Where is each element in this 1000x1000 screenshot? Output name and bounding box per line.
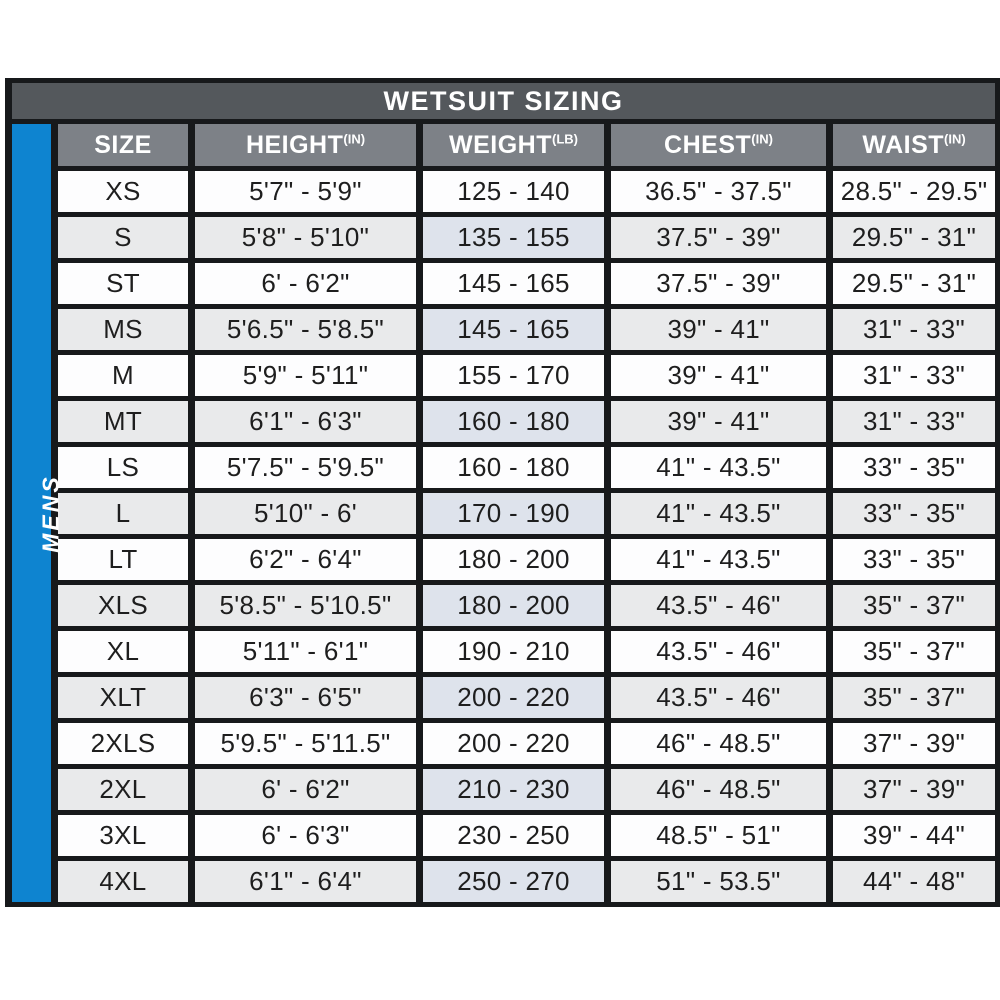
cell-height: 6' - 6'2" bbox=[192, 261, 420, 307]
cell-height: 5'11" - 6'1" bbox=[192, 629, 420, 675]
cell-waist: 31" - 33" bbox=[830, 307, 999, 353]
table-row bbox=[9, 675, 999, 721]
cell-weight: 210 - 230 bbox=[420, 767, 608, 813]
cell-size: XLT bbox=[55, 675, 192, 721]
cell-size: MS bbox=[55, 307, 192, 353]
cell-height: 5'10" - 6' bbox=[192, 491, 420, 537]
cell-chest: 46" - 48.5" bbox=[608, 721, 830, 767]
header-label: CHEST bbox=[664, 130, 752, 159]
cell-size: XLS bbox=[55, 583, 192, 629]
cell-weight: 200 - 220 bbox=[420, 675, 608, 721]
cell-chest: 51" - 53.5" bbox=[608, 859, 830, 905]
cell-chest: 37.5" - 39" bbox=[608, 215, 830, 261]
cell-height: 6'1" - 6'3" bbox=[192, 399, 420, 445]
cell-height: 6'3" - 6'5" bbox=[192, 675, 420, 721]
table-row bbox=[9, 445, 999, 491]
header-label: HEIGHT bbox=[245, 130, 344, 159]
cell-size: XS bbox=[55, 169, 192, 215]
cell-weight: 160 - 180 bbox=[420, 445, 608, 491]
mens-sidebar bbox=[9, 122, 64, 905]
cell-height: 5'8" - 5'10" bbox=[192, 215, 420, 261]
cell-waist: 44" - 48" bbox=[830, 859, 999, 905]
cell-chest: 43.5" - 46" bbox=[608, 629, 830, 675]
header-label: SIZE bbox=[94, 130, 152, 159]
cell-chest: 41" - 43.5" bbox=[608, 445, 830, 491]
cell-size: MT bbox=[55, 399, 192, 445]
table-row bbox=[9, 399, 999, 445]
header-unit: (IN) bbox=[343, 131, 366, 147]
chart-title: WETSUIT SIZING bbox=[9, 81, 999, 122]
sizing-table-body bbox=[9, 81, 999, 905]
table-row bbox=[9, 583, 999, 629]
cell-size: 2XLS bbox=[55, 721, 192, 767]
sizing-table bbox=[5, 78, 1000, 907]
cell-height: 5'9.5" - 5'11.5" bbox=[192, 721, 420, 767]
header-row bbox=[9, 122, 999, 169]
table-row bbox=[9, 169, 999, 215]
cell-chest: 39" - 41" bbox=[608, 353, 830, 399]
cell-waist: 35" - 37" bbox=[830, 629, 999, 675]
table-row bbox=[9, 307, 999, 353]
table-row bbox=[9, 813, 999, 859]
cell-chest: 43.5" - 46" bbox=[608, 675, 830, 721]
table-row bbox=[9, 353, 999, 399]
cell-chest: 41" - 43.5" bbox=[608, 537, 830, 583]
header-label: WEIGHT bbox=[449, 130, 552, 159]
cell-height: 5'7.5" - 5'9.5" bbox=[192, 445, 420, 491]
cell-height: 6'2" - 6'4" bbox=[192, 537, 420, 583]
cell-size: LT bbox=[55, 537, 192, 583]
cell-chest: 43.5" - 46" bbox=[608, 583, 830, 629]
cell-waist: 29.5" - 31" bbox=[830, 215, 999, 261]
cell-weight: 230 - 250 bbox=[420, 813, 608, 859]
cell-height: 6'1" - 6'4" bbox=[192, 859, 420, 905]
cell-waist: 35" - 37" bbox=[830, 583, 999, 629]
cell-height: 6' - 6'3" bbox=[192, 813, 420, 859]
cell-waist: 31" - 33" bbox=[830, 399, 999, 445]
cell-weight: 180 - 200 bbox=[420, 537, 608, 583]
table-row bbox=[9, 629, 999, 675]
cell-size: 2XL bbox=[55, 767, 192, 813]
cell-chest: 39" - 41" bbox=[608, 399, 830, 445]
column-header-waist bbox=[830, 122, 999, 169]
cell-size: S bbox=[55, 215, 192, 261]
cell-height: 5'6.5" - 5'8.5" bbox=[192, 307, 420, 353]
cell-waist: 35" - 37" bbox=[830, 675, 999, 721]
table-row bbox=[9, 721, 999, 767]
cell-chest: 36.5" - 37.5" bbox=[608, 169, 830, 215]
header-label: WAIST bbox=[862, 130, 945, 159]
cell-chest: 41" - 43.5" bbox=[608, 491, 830, 537]
cell-size: L bbox=[55, 491, 192, 537]
cell-chest: 39" - 41" bbox=[608, 307, 830, 353]
wetsuit-sizing-chart bbox=[5, 78, 995, 907]
cell-waist: 39" - 44" bbox=[830, 813, 999, 859]
table-row bbox=[9, 767, 999, 813]
header-unit: (LB) bbox=[552, 131, 578, 147]
title-row bbox=[9, 81, 999, 122]
cell-weight: 155 - 170 bbox=[420, 353, 608, 399]
cell-waist: 37" - 39" bbox=[830, 721, 999, 767]
column-header-height bbox=[192, 122, 420, 169]
cell-chest: 46" - 48.5" bbox=[608, 767, 830, 813]
column-header-size bbox=[55, 122, 192, 169]
cell-size: 4XL bbox=[55, 859, 192, 905]
cell-waist: 33" - 35" bbox=[830, 537, 999, 583]
cell-chest: 37.5" - 39" bbox=[608, 261, 830, 307]
cell-waist: 31" - 33" bbox=[830, 353, 999, 399]
cell-height: 5'9" - 5'11" bbox=[192, 353, 420, 399]
cell-waist: 29.5" - 31" bbox=[830, 261, 999, 307]
cell-waist: 33" - 35" bbox=[830, 445, 999, 491]
cell-size: 3XL bbox=[55, 813, 192, 859]
cell-weight: 200 - 220 bbox=[420, 721, 608, 767]
header-unit: (IN) bbox=[944, 131, 966, 147]
table-row bbox=[9, 215, 999, 261]
cell-weight: 145 - 165 bbox=[420, 307, 608, 353]
table-row bbox=[9, 537, 999, 583]
cell-size: LS bbox=[55, 445, 192, 491]
cell-waist: 28.5" - 29.5" bbox=[830, 169, 999, 215]
cell-weight: 170 - 190 bbox=[420, 491, 608, 537]
cell-weight: 125 - 140 bbox=[420, 169, 608, 215]
cell-size: ST bbox=[55, 261, 192, 307]
cell-height: 6' - 6'2" bbox=[192, 767, 420, 813]
table-row bbox=[9, 859, 999, 905]
cell-weight: 190 - 210 bbox=[420, 629, 608, 675]
cell-weight: 135 - 155 bbox=[420, 215, 608, 261]
mens-label: MENS bbox=[37, 473, 64, 553]
column-header-chest bbox=[608, 122, 830, 169]
table-row bbox=[9, 261, 999, 307]
cell-weight: 250 - 270 bbox=[420, 859, 608, 905]
table-row bbox=[9, 491, 999, 537]
column-header-weight bbox=[420, 122, 608, 169]
cell-waist: 33" - 35" bbox=[830, 491, 999, 537]
cell-weight: 180 - 200 bbox=[420, 583, 608, 629]
header-unit: (IN) bbox=[751, 131, 773, 147]
cell-waist: 37" - 39" bbox=[830, 767, 999, 813]
cell-weight: 145 - 165 bbox=[420, 261, 608, 307]
cell-height: 5'8.5" - 5'10.5" bbox=[192, 583, 420, 629]
cell-size: M bbox=[55, 353, 192, 399]
cell-height: 5'7" - 5'9" bbox=[192, 169, 420, 215]
cell-weight: 160 - 180 bbox=[420, 399, 608, 445]
cell-chest: 48.5" - 51" bbox=[608, 813, 830, 859]
cell-size: XL bbox=[55, 629, 192, 675]
